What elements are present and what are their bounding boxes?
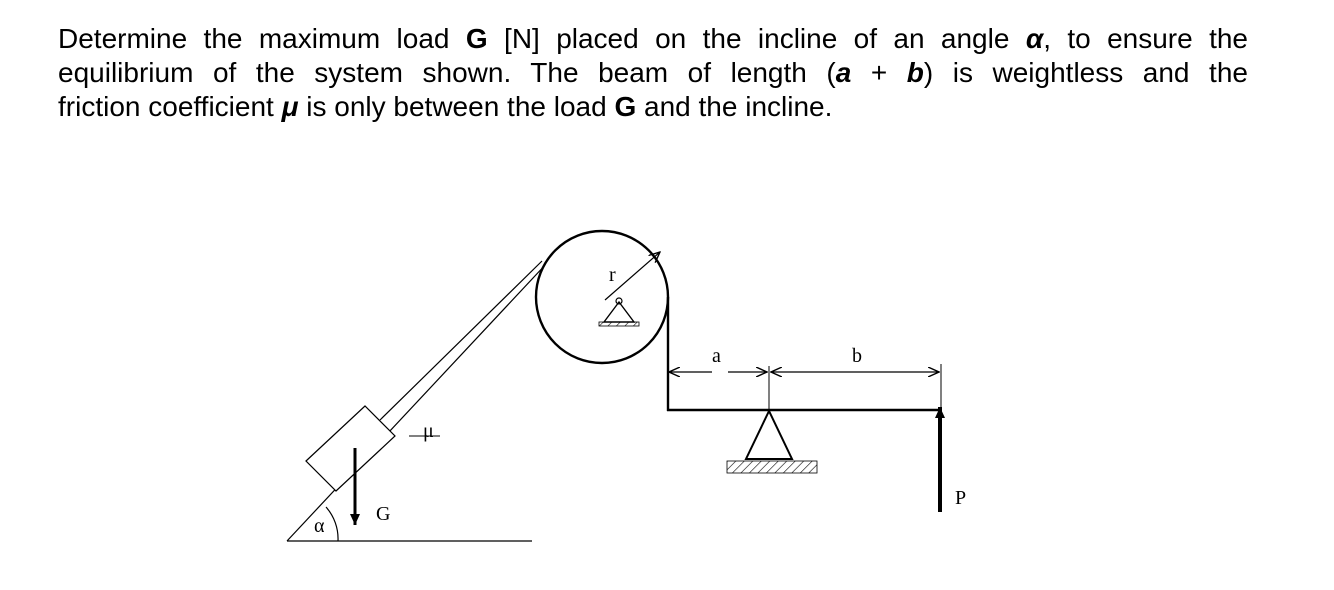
beam-fulcrum [746, 411, 792, 459]
text-segment: ) is weightless and the [923, 57, 1248, 88]
text-segment: + [851, 57, 907, 88]
text-segment: Determine the maximum load [58, 23, 466, 54]
label-G: G [376, 503, 391, 525]
text-segment: is only between the load [298, 91, 615, 122]
symbol-a: a [835, 57, 852, 88]
symbol-G: G [465, 23, 488, 54]
symbol-G: G [614, 91, 637, 122]
text-segment: equilibrium of the system shown. The beam of length ( [58, 57, 836, 88]
angle-alpha-arc [326, 507, 338, 541]
label-a: a [712, 345, 721, 367]
pulley [536, 231, 668, 363]
symbol-b: b [906, 57, 924, 88]
label-alpha: α [314, 515, 325, 537]
text-segment: [N] placed on the incline of an angle [487, 23, 1026, 54]
symbol-alpha: α [1025, 23, 1044, 54]
label-r: r [609, 264, 616, 286]
incline-surface [287, 262, 548, 541]
label-mu: μ [423, 420, 434, 442]
label-P: P [955, 487, 967, 509]
pulley-support-ground [599, 322, 639, 326]
symbol-mu: μ [281, 91, 299, 122]
text-segment: friction coefficient [58, 91, 282, 122]
rope-incline [380, 261, 542, 420]
fulcrum-ground [727, 461, 817, 473]
label-b: b [852, 345, 862, 367]
text-segment: and the incline. [636, 91, 833, 122]
text-segment: , to ensure the [1043, 23, 1248, 54]
